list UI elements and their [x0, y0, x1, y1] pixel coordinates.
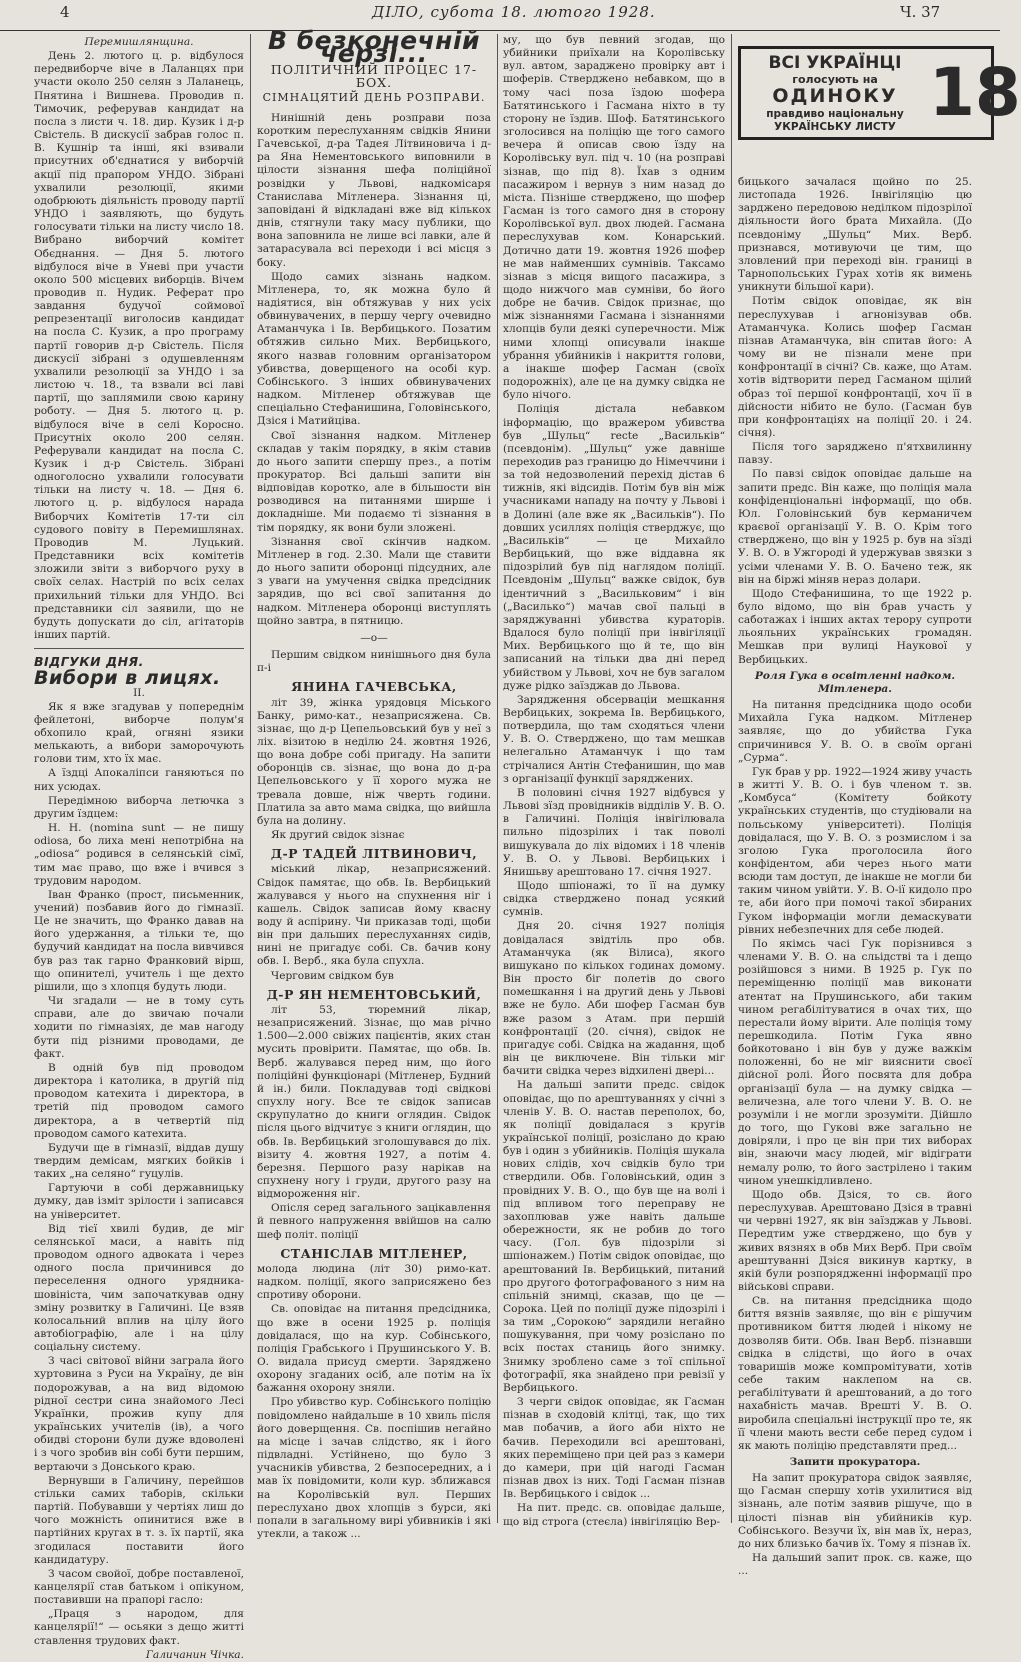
column-rule: [250, 34, 251, 1523]
article-paragraph: бицького зачалася щойно по 25. листопада 1926. Інвігіляцію цю зарджено передовою неділком підозрілої діяльности його брата Михайла. (До псевдоніму „Шульц“ Мих. Верб. признався, мотивуючи це тим, що зловлений при переході він. границі в Тарнопольських Гурах хотів як вимень уникнути більшої кари).: [738, 176, 972, 294]
witness-heading: ЯНИНА ГАЧЕВСЬКА,: [291, 679, 457, 695]
article-paragraph: Як другий свідок зізнає: [271, 829, 405, 842]
article-paragraph: Потім свідок оповідає, як він переслухував і агнонізував обв. Атаманчука. Колись шофер Гасман пізнав Атаманчука, він спитав його: А чому ви не пізнали мене при конфронтації в січні? Св. каже, що Атам. хотів відтворити перед Гасманом щілий образ тої першої конфронтації, хоч її в дійсности нібито не було. (Гасман був при конфронтаціях на поліції 20. і 24. січня).: [738, 295, 972, 439]
ad-list-number: 18: [929, 54, 1021, 131]
article-paragraph: На питання предсідника щодо особи Михайла Гука надком. Мітленер заявляє, що до убийства Гука спричинився У. В. О. в своїм органі „Сурма“.: [738, 699, 972, 764]
section-label: Перемишлянщина.: [84, 36, 194, 48]
feuilleton-paragraph: Передімною виборча летючка з другим їздцем:: [34, 794, 244, 820]
witness-heading: СТАНІСЛАВ МІТЛЕНЕР,: [280, 1245, 468, 1261]
article-paragraph: Свої зізнання надком. Мітленер складав у такім порядку, в якім ставив до нього запити спершу през., а потім прокуратор. Всі дальші запити він відповідав коротко, але в більшости він розводився на питаннями ширше і докладніше. Ми подаємо ті зізнання в тім порядку, як вони були зложені.: [257, 429, 491, 534]
article-paragraph: міський лікар, незаприсяжений. Свідок памятає, що обв. Ів. Вербицький жалувався у нього на спухнення ніг і кашель. Свідок записав йому квасну воду й аспірину. Чи приказав тоді, щоби він при дальших переслуханнях сидів, нині не пригадує собі. Св. бачив кону обв. І. Верб., яка була спухла.: [257, 863, 491, 968]
article-paragraph: Після того зарядженo п'ятхвилинну павзу.: [738, 441, 972, 467]
column-4: [738, 176, 972, 1578]
article-paragraph: му, що був певний згодав, що убийники приїхали на Королівську вул. автом, зараджено провірку авт і шоферів. Стверджено небавком, що в тому часі поза їздою шофера Батятинського і Гасмана ніхто в ту сторону не їздив. Шоф. Батятинського зголосився на поліцію ще того самого вечера й описав свою їзду на Королівську вул. під ч. 10 (на розправі зізнав, що під 8). Їхав з одним пасажиром і вернув з ним назад до міста. Пізніше стверджено, що шофер Гасман із того самого дня в сторону Королівської вул. двох людей. Гасмана переслухував ком. Конарський. Дотично дати 19. жовтня 1926 шофер не мав найменших сумнівів. Таксамо зізнав з місця вищого пасажира, з щодо нижчого мав сумніви, бо його добре не бачив. Свідок признає, що між зізнаннями Гасмана і зізнаннями хлопців були деякі суперечности. Між ними хлопці описували інакше убрання убийників і накриття голови, а інакше шофер Гасман (своїх подорожніх), але це на думку свідка не було нічого.: [503, 34, 725, 402]
feuilleton-paragraph: А їздці Апокаліпси ганяються по них усюдах.: [34, 767, 244, 793]
masthead: ДІЛО, субота 18. лютого 1928.: [372, 3, 656, 21]
article-paragraph: Щодо самих зізнань надком. Мітленера, то, як можна було й надіятися, він обтяжував у них усіх обвинувачених, в першу чергу очевидно Атаманчука і Ів. Вербицького. Позатим обтяжив сильно Мих. Вербицького, якого назвав головним організатором убивства, доверщеного на особі кур. Собінського. З інших обвинувачених надком. Мітленер обтяжував ще спеціально Стефанишина, Головінського, Дзіся і Матийціва.: [257, 270, 491, 428]
feuilleton-paragraph: Іван Франко (прост, письменник, учений) позбавив його до гімназії. Це не значить, що Франко давав на його удержання, а тільки те, що будучий кандидат на посла вивчився був раз так гарно Франковий вірш, що опинителі, учитель і ще дехто рішили, що з хлопця будуть люди.: [34, 888, 244, 993]
article-paragraph: По якімсь часі Гук порізнився з членами У. В. О. на сльідстві та і дещо розійшовся з ними. В 1925 р. Гук по переміщенню поліції мав виконати атентат на Прушинського, аби таким чином регабілітуватися в очах тих, що перестали йому вірити. Але поліція тому перешкодила. Потім Гука явно бойкотовано і він був у дуже важкім положенні, бо не міг вияснити своєї дійсної ролі. Його посвята для добра організації була — на думку свідка — величезна, але того члени У. В. О. не розуміли і не могли зрозуміти. Дійшло до того, що Гукові вже загально не довіряли, і про це він при тих виборах він, знаючи масу людей, міг відіграти немалу ролю, то його застрілено і таким чином унешкідливлено.: [738, 937, 972, 1187]
feuilleton-paragraph: З часі світової війни заграла його хуртовина з Руси на Україну, де він подорожував, а на вид відомою рідної сестри сина знайомого Лесі Українки, прожив купу для українських учителів (ів), а чого обидві сторони були дуже вдоволені і з чого зробив він собі бути першим, вертаючи з Донського краю.: [34, 1355, 244, 1473]
feuilleton-paragraph: Вернувши в Галичину, перейшов стільки самих таборів, скільки партій. Побувавши у чертіях лиш до чого можність опинитися вже в партійних кругах в т. з. їх партії, яка згодилася поставити його кандидатуру.: [34, 1474, 244, 1566]
article-paragraph: По павзі свідок оповідає дальше на запити предс. Він каже, що поліція мала конфіденціональні інформації, що обв. Юл. Головінський був керманичем краєвої організації У. В. О. Крім того стверджено, що він у 1925 р. був на зїзді У. В. О. в Ужгороді й удержував звязки з усіми членами У. В. О. Бачено теж, як він на біржі міняв нераз долари.: [738, 468, 972, 586]
witness-heading: Д-Р ЯН НЕМЕНТОВСЬКИЙ,: [266, 986, 482, 1002]
ad-line: УКРАЇНСЬКУ ЛИСТУ: [774, 121, 896, 133]
article-paragraph: На пит. предс. св. оповідає дальше, що від строга (стеєла) інвігіляцію Вер-: [503, 1502, 725, 1528]
feuilleton-paragraph: Будучи ще в гімназії, віддав душу твердим демісам, мягких бойків і таких „на селяно“ гуцулів.: [34, 1141, 244, 1181]
article-paragraph: Про убивство кур. Собінського поліцію повідомлено найдальше в 10 хвиль після його доверщення. Св. поспішив негайно на місце і зачав слідство, як і його підвладні. Устійнено, що було З учасників убивства, 2 безпосередних, а і мав їх повідомити, коли кур. зближався на Королівській вул. Перших переслухано двох хлопців з бурси, які попали в загальному вирі убивників і які утекли, а також ...: [257, 1396, 491, 1541]
article-paragraph: На дальші запити предс. свідок оповідає, що по арештуваннях у січні з членів У. В. О. настав переполох, бо, як поліції довідалася з кругів української поліції, розіслано до краю був і один з убийників. Поліція шукала нових слідів, хоч свідків було три ствердили. Обв. Головінський, один з провідних У. В. О., що був ще на волі і під впливом того переправу не захоплював уже навіть дальше обережности, як не робив до того часу. (Гол. був підозріли зі шпіонажем.) Потім свідок оповідає, що арештований Ів. Вербицький, питаний про другого фотографованого з ним на спільній знимці, сказав, що це — Сорока. Цей по поліції дуже підозрілі і за тим „Сорокою“ зарядили негайно пошукування, при чому розіслано по всіх постах станиць його знимку. Знимку зроблено саме з тої спільної фотографії, яка знайдено при ревізії у Вербицького.: [503, 1079, 725, 1394]
column-rule: [731, 34, 732, 1523]
article-paragraph: З черги свідок оповідає, як Гасман пізнав в сходовій клітці, так, що тих мав побачив, а його аби ніхто не бачив. Переходили всі арештовані, яких переміщено при цей раз з камери до камери, при цій нагоді Гасман пізнав двох із них. Тоді Гасман пізнав Ів. Вербицького і свідок ...: [503, 1396, 725, 1501]
feuilleton-paragraph: Як я вже згадував у попереднім фейлетоні, виборче полум'я обхопило край, огняні язики мелькають, а вибори заморочують голови тим, хто їх має.: [34, 700, 244, 766]
article-subtitle-2: СІМНАЦЯТИЙ ДЕНЬ РОЗПРАВИ.: [262, 90, 486, 104]
feuilleton-paragraph: Чи згадали — не в тому суть справи, але до звичаю почали ходити по гімназіях, де мав нагоду бути під різними проводами, де факт.: [34, 995, 244, 1060]
divider: [34, 648, 244, 649]
column-rule: [497, 34, 498, 1523]
feuilleton-title: Вибори в лицях.: [34, 667, 221, 690]
article-paragraph: Гук брав у рр. 1922—1924 живу участь в житті У. В. О. і був членом т. зв. „Комбуса“ (Комітету бойкоту українських студентів, що студіювали на польському університеті). Поліція довідалася, що У. В. О. з розмислом і за зголою Гука проголосила його конфідентом, аби через нього мати всюди там доступ, де інакше не могли би таким чином увійти. У. В. О-ії кидоло про те, аби його при помочі такої збираних Гуком інформаціи могли демаскувати рівних небезпечних для себе людей.: [738, 765, 972, 936]
article-paragraph: Св. на питання предсідника щодо биття вязнів заявляє, що він є рішучим противником биття людей і нікому не дозволяв бити. Обв. Іван Верб. пізнавши свідка в слідстві, що його в очах товаришів може компромітувати, хотів себе таким наклепом на св. регабілітувати й арештований, а до того нахабність мачав. Врешті У. В. О. виробила спеціальні інструкції про те, як її члени мають вести себе перед судом і як мають поліцію представляти пред...: [738, 1295, 972, 1452]
election-ad: [738, 46, 1021, 140]
article-subtitle: ПОЛІТИЧНИЙ ПРОЦЕС 17-БОХ.: [270, 62, 478, 91]
column-1: [34, 34, 244, 1661]
article-paragraph: молода людина (літ 30) римо-кат. надком. поліції, якого заприсяжено без спротиву оборони.: [257, 1262, 491, 1302]
article-paragraph: Черговим свідком був: [271, 969, 394, 982]
signature: Галичанин Чічка.: [145, 1648, 244, 1661]
feuilleton-part: II.: [133, 686, 145, 699]
article-paragraph: На запит прокуратора свідок заявляє, що Гасман спершу хотів ухилитися від зізнань, але потім заявив рішуче, що в цілості пізнав він убийників кур. Собінського. Везучи їх, він мав їх, нераз, до них близько бачив їх. Тому я пізнав їх.: [738, 1472, 972, 1550]
feuilleton-paragraph: З часом свойої, добре поставленої, канцелярії став батьком і опікуном, поставивши на прапорі гасло:: [34, 1567, 244, 1607]
column-2: [257, 26, 491, 1541]
article-paragraph: Зізнання свої скінчив надком. Мітленер в год. 2.30. Мали ще ставити до нього запити оборонці підсудних, але з уваги на умучення свідка предсідник зарядив, що всі свої запитання до надком. Мітленера оборонці виступлять щойно завтра, в пятницю.: [257, 535, 491, 627]
ad-line: ВСІ УКРАЇНЦІ: [768, 53, 902, 73]
subheading: Роля Гука в освітленні надком. Мітленера.: [754, 669, 956, 695]
article-paragraph: Нинішній день розправи поза коротким переслуханням свідків Янини Гачевської, д-ра Тадея Літвиновича і д-ра Яна Нементовського виповнили в цілости зізнання шефа поліційної розвідки у Львові, надкомісаря Станислава Мітленера. Зізнання ці, заповідані й відкладані вже від кількох днів, стягнули таку масу публики, що вона заповнила не лише всі лавки, але й затарасувала всі переходи і всі місця з боку.: [257, 111, 491, 269]
article-paragraph: Щодо Стефанишина, то ще 1922 р. було відомо, що він брав участь у саботажах і інших актах терору супроти льояльних українських громадян. Мешкав при вулиці Наукової у Вербицьких.: [738, 587, 972, 666]
ad-line: правдиво національну: [766, 108, 904, 120]
article-paragraph: День 2. лютого ц. р. відбулося передвиборче віче в Лаланцях при участи около 250 селян з Лаланець, Пнятина і Вишнева. Проводив п. Тимочик, реферував кандидат на посла з листи ч. 18. дир. Кузик і д-р Свістель. В дискусії забрав голос п. В. Кушнір та інші, які взивали присутних об'єднатися у виборчій акції під прапором УНДО. Зібрані ухвалили резолюції, якими одобрюють діяльність проводу партії УНДО і заявляють, що будуть голосувати тільки на листу число 18. Вибрано виборчий комітет Обєднання. — Дня 5. лютого відбулося віче в Уневі при участи около 500 місцевих виборців. Вічем проводив п. Нудик. Реферат про завдання будучої соймової репрезентації виголосив кандидат на посла С. Кузик, а про програму партії говорив д-р Свістель. Після дискусії зібрані з одушевленням ухвалили резолюції за УНДО і за листою ч. 18., та взвали всі лаві партії, що заплямили свою карину роботу. — Дня 5. лютого ц. р. відбулося віче в селі Коросно. Присутніх около 200 селян. Реферували кандидат на посла С. Кузик і д-р Свістель. Зібрані одноголосно ухвалили голосувати тільки на листу ч. 18. — Дня 6. лютого ц. р. відбулося нарада Виборчих Комітетів 17-ти сіл судового повіту в Перемишлянах. Проводив М. Луцький. Представники всіх комітетів зложили звіти з виборчого руху в своїх селах. Настрій по всіх селах прихильний тільки для УНДО. Всі представники сіл заявили, що не будуть допускати до сіл, агітаторів інших партій.: [34, 50, 244, 642]
issue-number: Ч. 37: [900, 3, 941, 21]
article-paragraph: Опісля серед загального зацікавлення й певного напруження ввійшов на салю шеф політ. поліції: [257, 1202, 491, 1241]
article-paragraph: літ 53, тюремний лікар, незаприсяжений. Зізнає, що мав річно 1.500—2.000 свіжих пацієнтів, яких стан мусить провірити. Памятає, що обв. Ів. Верб. жалувався перед ним, що його поліційні функціонарі (Мітленер, Будний й ін.) били. Покладував тоді свідкові спухлу ногу. Все те свідок записав скрупулатно до книги оглядин. Свідок після цього відчитує з книги оглядин, що обв. Ів. Вербицький зголошувався до ліх. візиту 4. жовтня 1927, а потім 4. березня. Першого разу нарікав на спухнену ногу і груди, другого разу на відмороження ніг.: [257, 1003, 491, 1201]
column-3: [503, 34, 725, 1528]
article-paragraph: Першим свідком нинішнього дня була п-і: [257, 649, 491, 675]
ad-line: голосують на: [792, 73, 878, 86]
feuilleton-paragraph: Від тієї хвилі будив, де міг селянської маси, а навіть під проводом одного адвоката і через одного посла причинився до переселення одного урядника-шовініста, чим започаткував одну зміну розвитку в Галичині. Це взяв колосальний вплив на цілу його автобіографію, але і на цілу соціальну систему.: [34, 1222, 244, 1354]
subheading: Запити прокуратора.: [789, 1456, 921, 1468]
feuilleton-label: ВІДГУКИ ДНЯ.: [34, 654, 144, 670]
page-number: 4: [60, 3, 70, 21]
article-paragraph: В половині січня 1927 відбувся у Львові зїзд провідників відділів У. В. О. в Галичині. Поліція інвігілювала пильно підозрілих і так поволі вишукувала до ліх відомих і 18 членів У. В. О. у Львові. Вербицьких і Янишьву арештовано 17. січня 1927.: [503, 786, 725, 878]
page-header: [0, 0, 1000, 31]
feuilleton-paragraph: Гартуючи в собі державницьку думку, дав ізміт зрілости і записався на університет.: [34, 1182, 244, 1221]
article-paragraph: Поліція дістала небавком інформацію, що вражером убивства був „Шульц“ recte „Васильків“ (псевдонім). „Шульц“ уже давніше переходив раз границю до Німеччини і за той недозволений перехід дістав 6 тижнів, які відсидів. Потім був він між учасниками нападу на почту у Львові і в Долині (але вже як „Васильків“). По довших усиллях поліція стверджує, що „Васильків“ — це Михайло Вербицький, що вже віддавна як підозрілий був під наглядом поліції. Псевдонім „Шульц“ важке свідок, був ідентичний з „Васильковим“ і він („Василько“) мачав свої пальці в заряджуванні убивства кураторів. Вдалося було поліції при інвігіляції Мих. Вербицького що й те, що він записаний на тільки два дні перед убийством у Львові, хоч не був загалом дуже рідко заїзджав до Львова.: [503, 403, 725, 692]
article-paragraph: На дальший запит прок. св. каже, що ...: [738, 1552, 972, 1578]
feuilleton-paragraph: „Праця з народом, для канцелярії!“ — осьяки з дещо житті ставлення трудових факт.: [34, 1608, 244, 1647]
article-paragraph: Св. оповідає на питання предсідника, що вже в осени 1925 р. поліція довідалася, що на кур. Собінського, поліція Грабського і Прушинського У. В. О. видала присуд смерти. Заряджено охорону згаданих осіб, але потім на їх бажання охорону зняли.: [257, 1303, 491, 1395]
article-title: В безконечній черзі...: [267, 26, 481, 69]
ad-line: ОДИНОКУ: [772, 85, 898, 107]
article-paragraph: Щодо шпіонажі, то її на думку свідка стверджено понад усякий сумнів.: [503, 880, 725, 919]
article-paragraph: Дня 20. січня 1927 поліція довідалася звідтіль про обв. Атаманчука (як Вілиса), якого вишукано по кількох годинах домому. Він просто біг полетів до свого помешкання і на другий день у Львові вже не було. Аби шофер Гасман був вже разом з Атам. при першій конфронтації (20. січня), свідок не пригадує собі. Свідка на жадання, щоб він це виключене. Він тільки міг бачити свідка через відхилені двері...: [503, 920, 725, 1078]
feuilleton-paragraph: Н. Н. (nomina sunt — не пишу odiosa, бо лиха мені непотрібна на „odiosa“ родився в селянській сімї, тим має право, що вже і вчився з трудовим народом.: [34, 822, 244, 887]
article-paragraph: літ 39, жінка урядовця Міського Банку, римо-кат., незаприсяжена. Св. зізнає, що д-р Цепельовський був у неї з ліх. візитою в неділю 24. жовтня 1926, що вона добре собі пригаду. На запити оборонців св. зізнає, що вона до д-ра Цепельовського у її хорого мужа не тревала довше, ніж чверть години. Платила за авто мама свідка, що вийшла була на долину.: [257, 696, 491, 827]
witness-heading: Д-Р ТАДЕЙ ЛІТВИНОВИЧ,: [270, 846, 478, 862]
article-paragraph: Зарядження обсерваціи мешкання Вербицьких, зокрема Ів. Вербицького, потвердила, що там сходяться члени У. В. О. Стверджено, що там мешкав нелегально Атаманчук і що там стрічалися Антін Стефанишин, що мав з організації функції заряджених.: [503, 693, 725, 785]
feuilleton-paragraph: В одній був під проводом директора і католика, в другій під проводом катехита і директора, в третій під проводом самого директора, а в четвертій під проводом самого катехита.: [34, 1061, 244, 1140]
separator: —о—: [360, 631, 388, 644]
article-paragraph: Щодо обв. Дзіся, то св. його переслухував. Арештовано Дзіся в травні чи червні 1927, як він заїзджав у Львові. Передтим уже стверджено, що був у живих вязнях в обв Мих Верб. При своїм арештуванні Дзіся викинув картку, в якій були розпорядженні інформації про військові справи.: [738, 1188, 972, 1293]
